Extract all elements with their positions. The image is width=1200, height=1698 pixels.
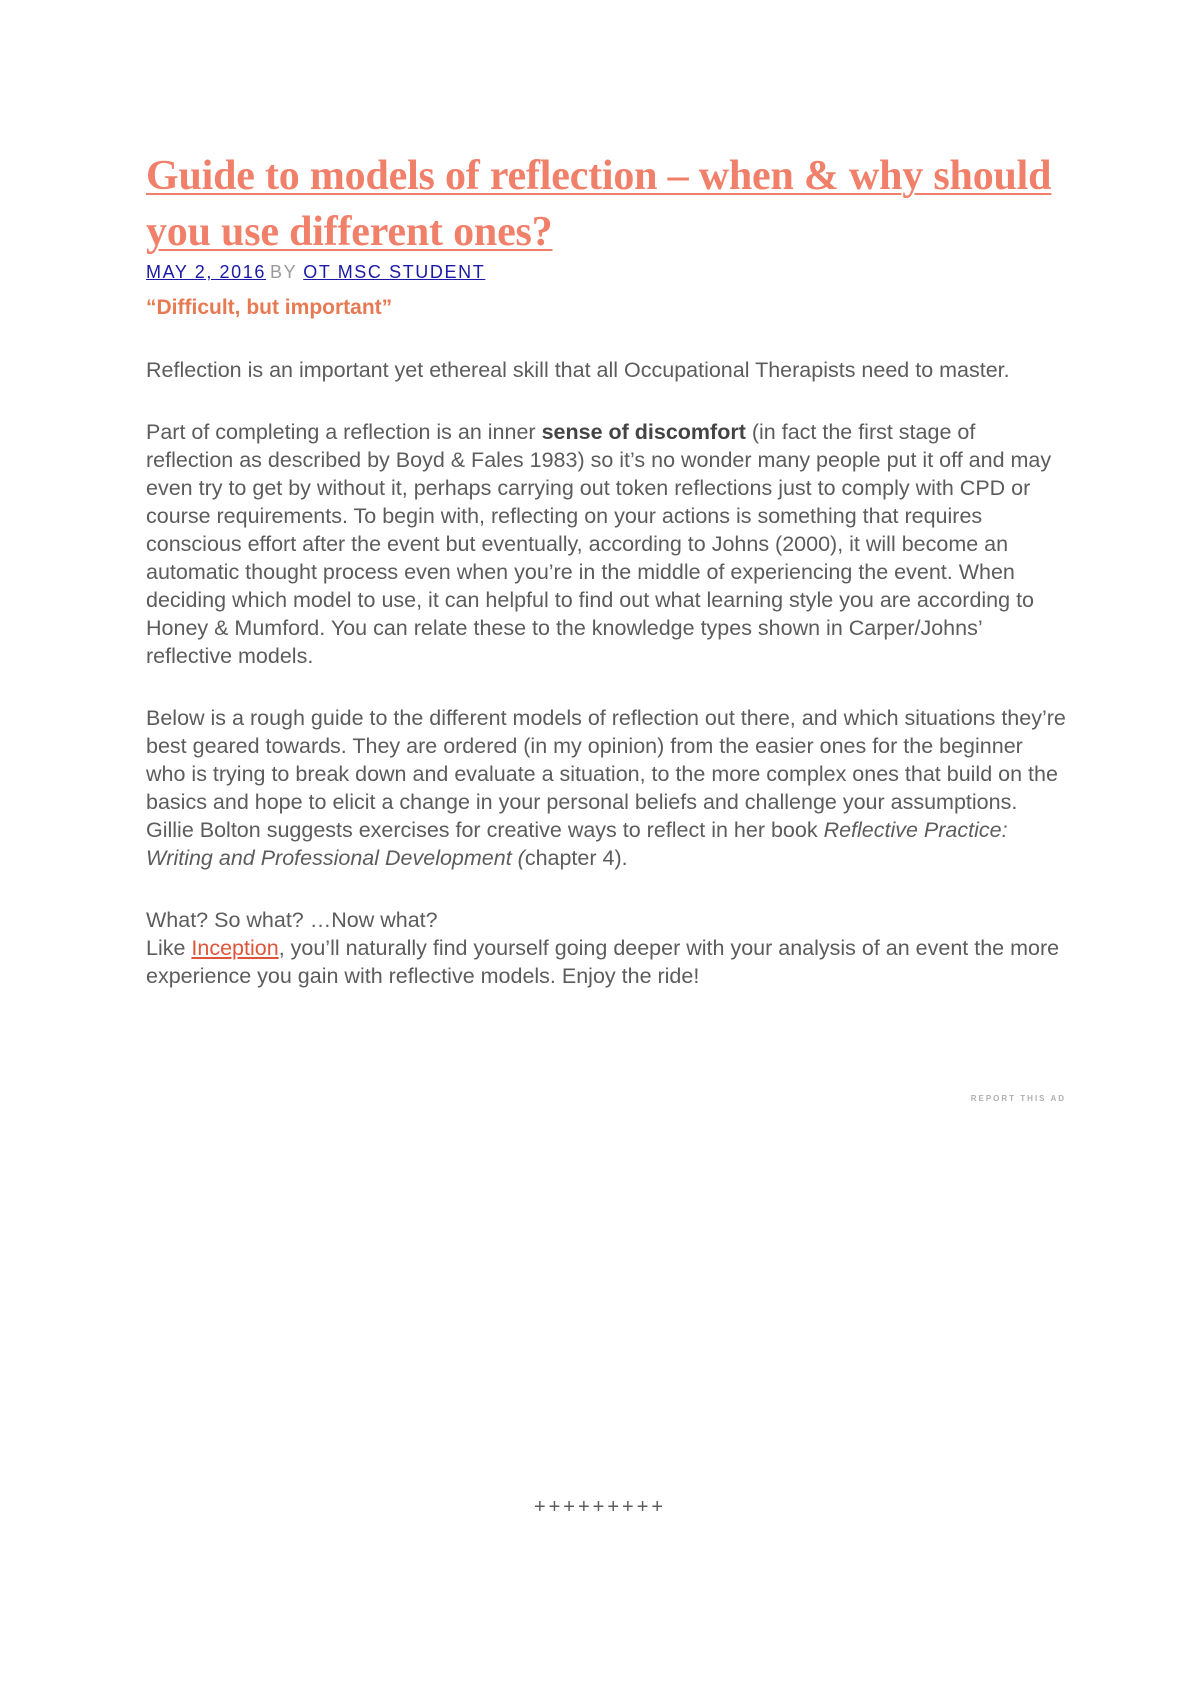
byline-by-label: BY	[270, 262, 298, 282]
pull-quote: “Difficult, but important”	[146, 296, 393, 319]
paragraph-text: (in fact the first stage of reflection as described by Boyd & Fales 1983) so it’s no wonder many people put it off and may even try to get by without it, perhaps carrying out token reflections just to comply with CPD or course requirements. To begin with, reflecting on your actions is something that requires conscious effort after the event but eventually, according to Johns (2000), it will become an automatic thought process even when you’re in the middle of experiencing the event. When deciding which model to use, it can helpful to find out what learning style you are according to Honey & Mumford. You can relate these to the knowledge types shown in Carper/Johns’ reflective models.	[146, 420, 1052, 668]
paragraph-conclusion	[146, 906, 1066, 990]
bold-emphasis: sense of discomfort	[541, 420, 746, 444]
paragraph-discomfort	[146, 418, 1066, 670]
inception-link[interactable]: Inception	[191, 936, 279, 960]
post-date-link[interactable]: MAY 2, 2016	[146, 262, 267, 282]
article	[146, 148, 1066, 990]
paragraph-text: , you’ll naturally find yourself going deeper with your analysis of an event the more experience you gain with reflective models. Enjoy the ride!	[146, 936, 1060, 988]
article-title-link[interactable]: Guide to models of reflection – when & why should you use different ones?	[146, 153, 1052, 255]
model-questions: What? So what? …Now what?	[146, 908, 438, 932]
book-title: Reflective Practice: Writing and Professional Development (	[146, 818, 1008, 870]
paragraph-text: Like	[146, 936, 192, 960]
paragraph-text: chapter 4).	[524, 846, 628, 870]
author-link[interactable]: OT MSC STUDENT	[303, 262, 486, 282]
paragraph-text: Below is a rough guide to the different models of reflection out there, and which situations they’re best geared towards. They are ordered (in my opinion) from the easier ones for the beginner who is trying to break down and evaluate a situation, to the more complex ones that build on the basics and hope to elicit a change in your personal beliefs and challenge your assumptions. Gillie Bolton suggests exercises for creative ways to reflect in her book	[146, 706, 1066, 842]
byline	[146, 260, 1066, 284]
report-ad-link[interactable]: REPORT THIS AD	[970, 1094, 1066, 1103]
footer-separator: +++++++++	[533, 1496, 667, 1518]
paragraph-intro: Reflection is an important yet ethereal skill that all Occupational Therapists need to master.	[146, 358, 1010, 382]
paragraph-guide	[146, 704, 1066, 872]
paragraph-text: Part of completing a reflection is an inner	[146, 420, 542, 444]
article-title	[146, 148, 1066, 260]
